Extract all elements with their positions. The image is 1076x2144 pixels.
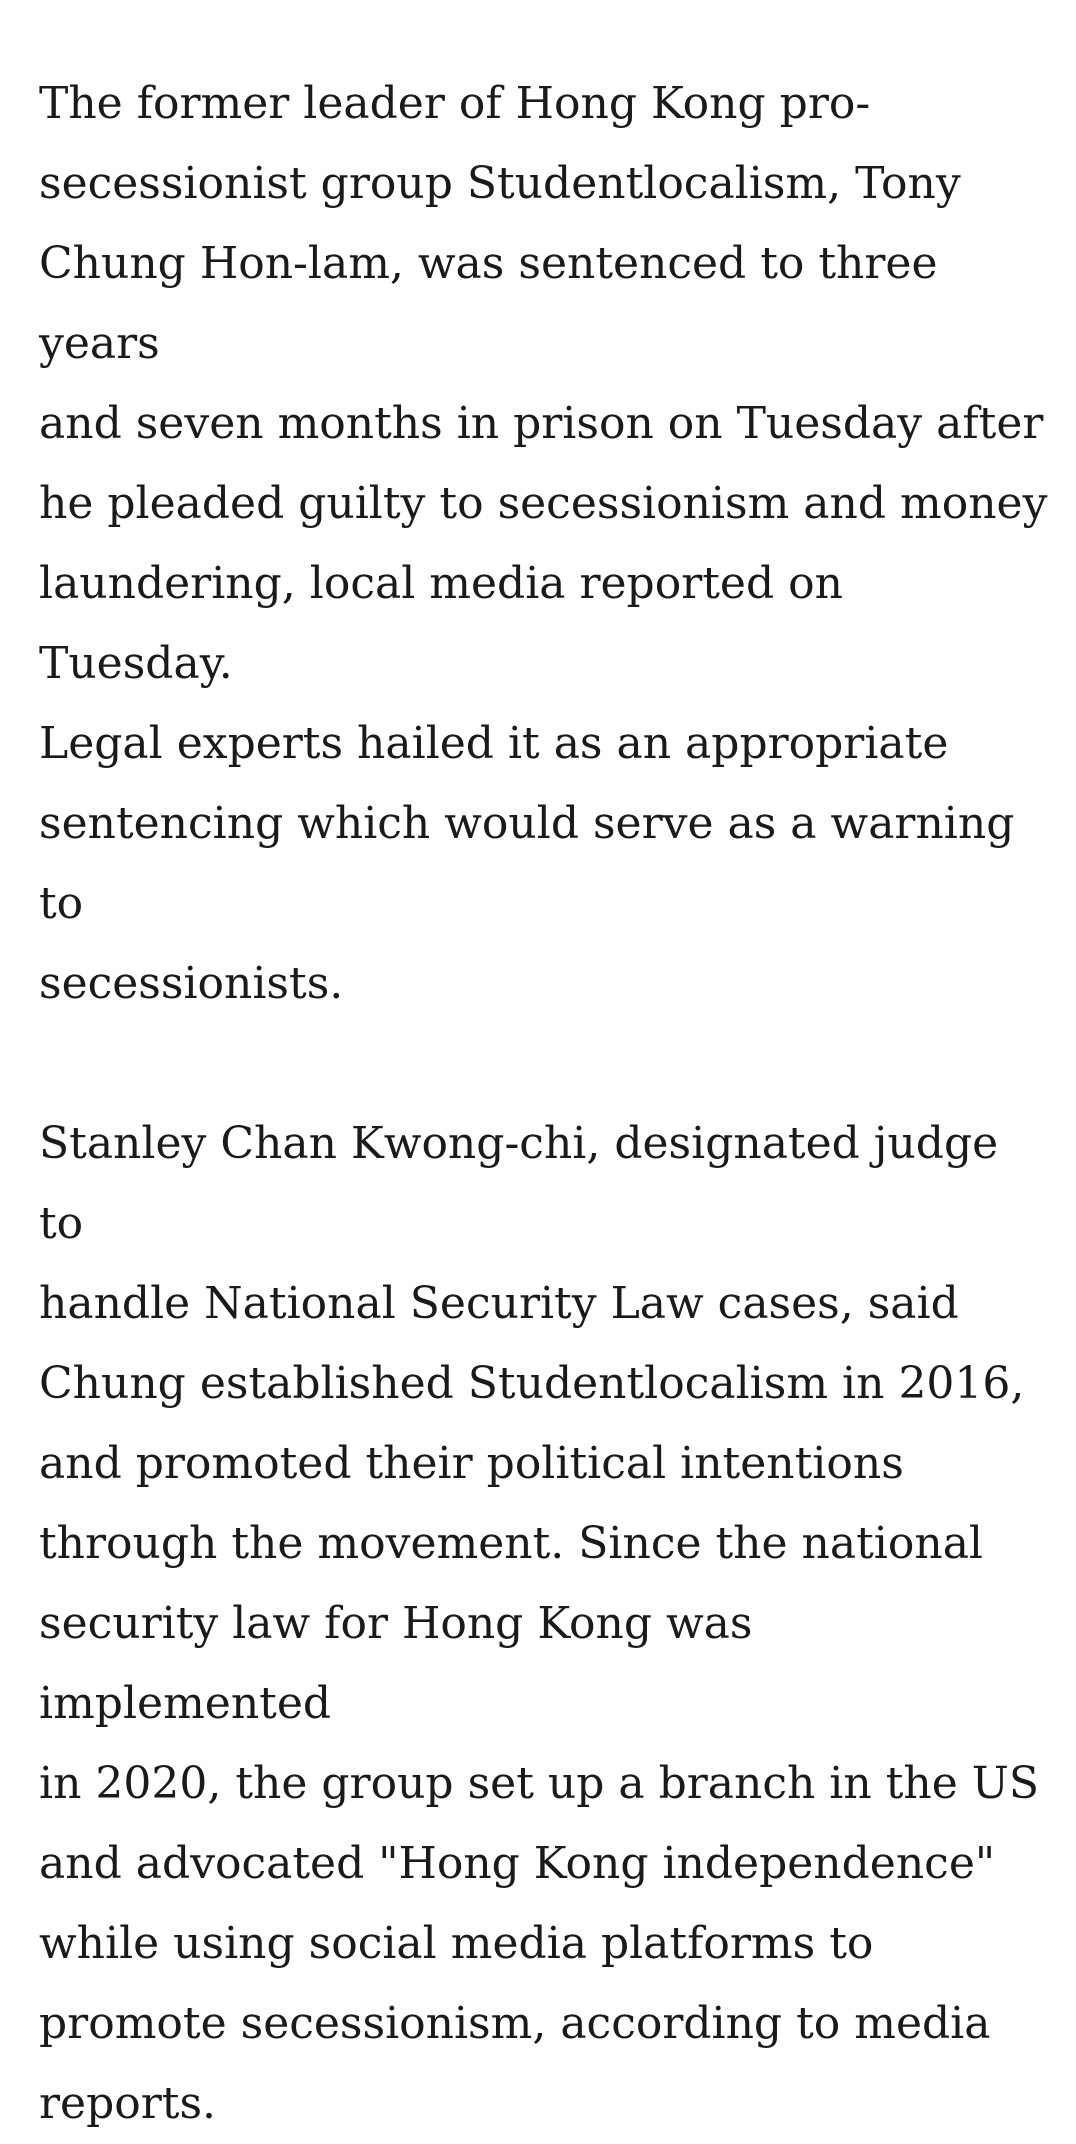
article-paragraph: Stanley Chan Kwong-chi, designated judge to handle National Security Law cases, said Chung established Studentlocalism in 2016, and promoted their political intentions through the movement. Since the national security law for Hong Kong was implemented in 2020, the group set up a branch in the US and advocated "Hong Kong independence" while using social media platforms to promote secessionism, according to media reports. (39, 1118, 1039, 2129)
article-paragraph: The former leader of Hong Kong pro- secessionist group Studentlocalism, Tony Chung Hon-lam, was sentenced to three years and seven months in prison on Tuesday after he pleaded guilty to secessionism and money laundering, local media reported on Tuesday. Legal experts hailed it as an appropriate sentencing which would serve as a warning to secessionists. (39, 78, 1048, 1009)
article-body (39, 64, 1049, 2144)
